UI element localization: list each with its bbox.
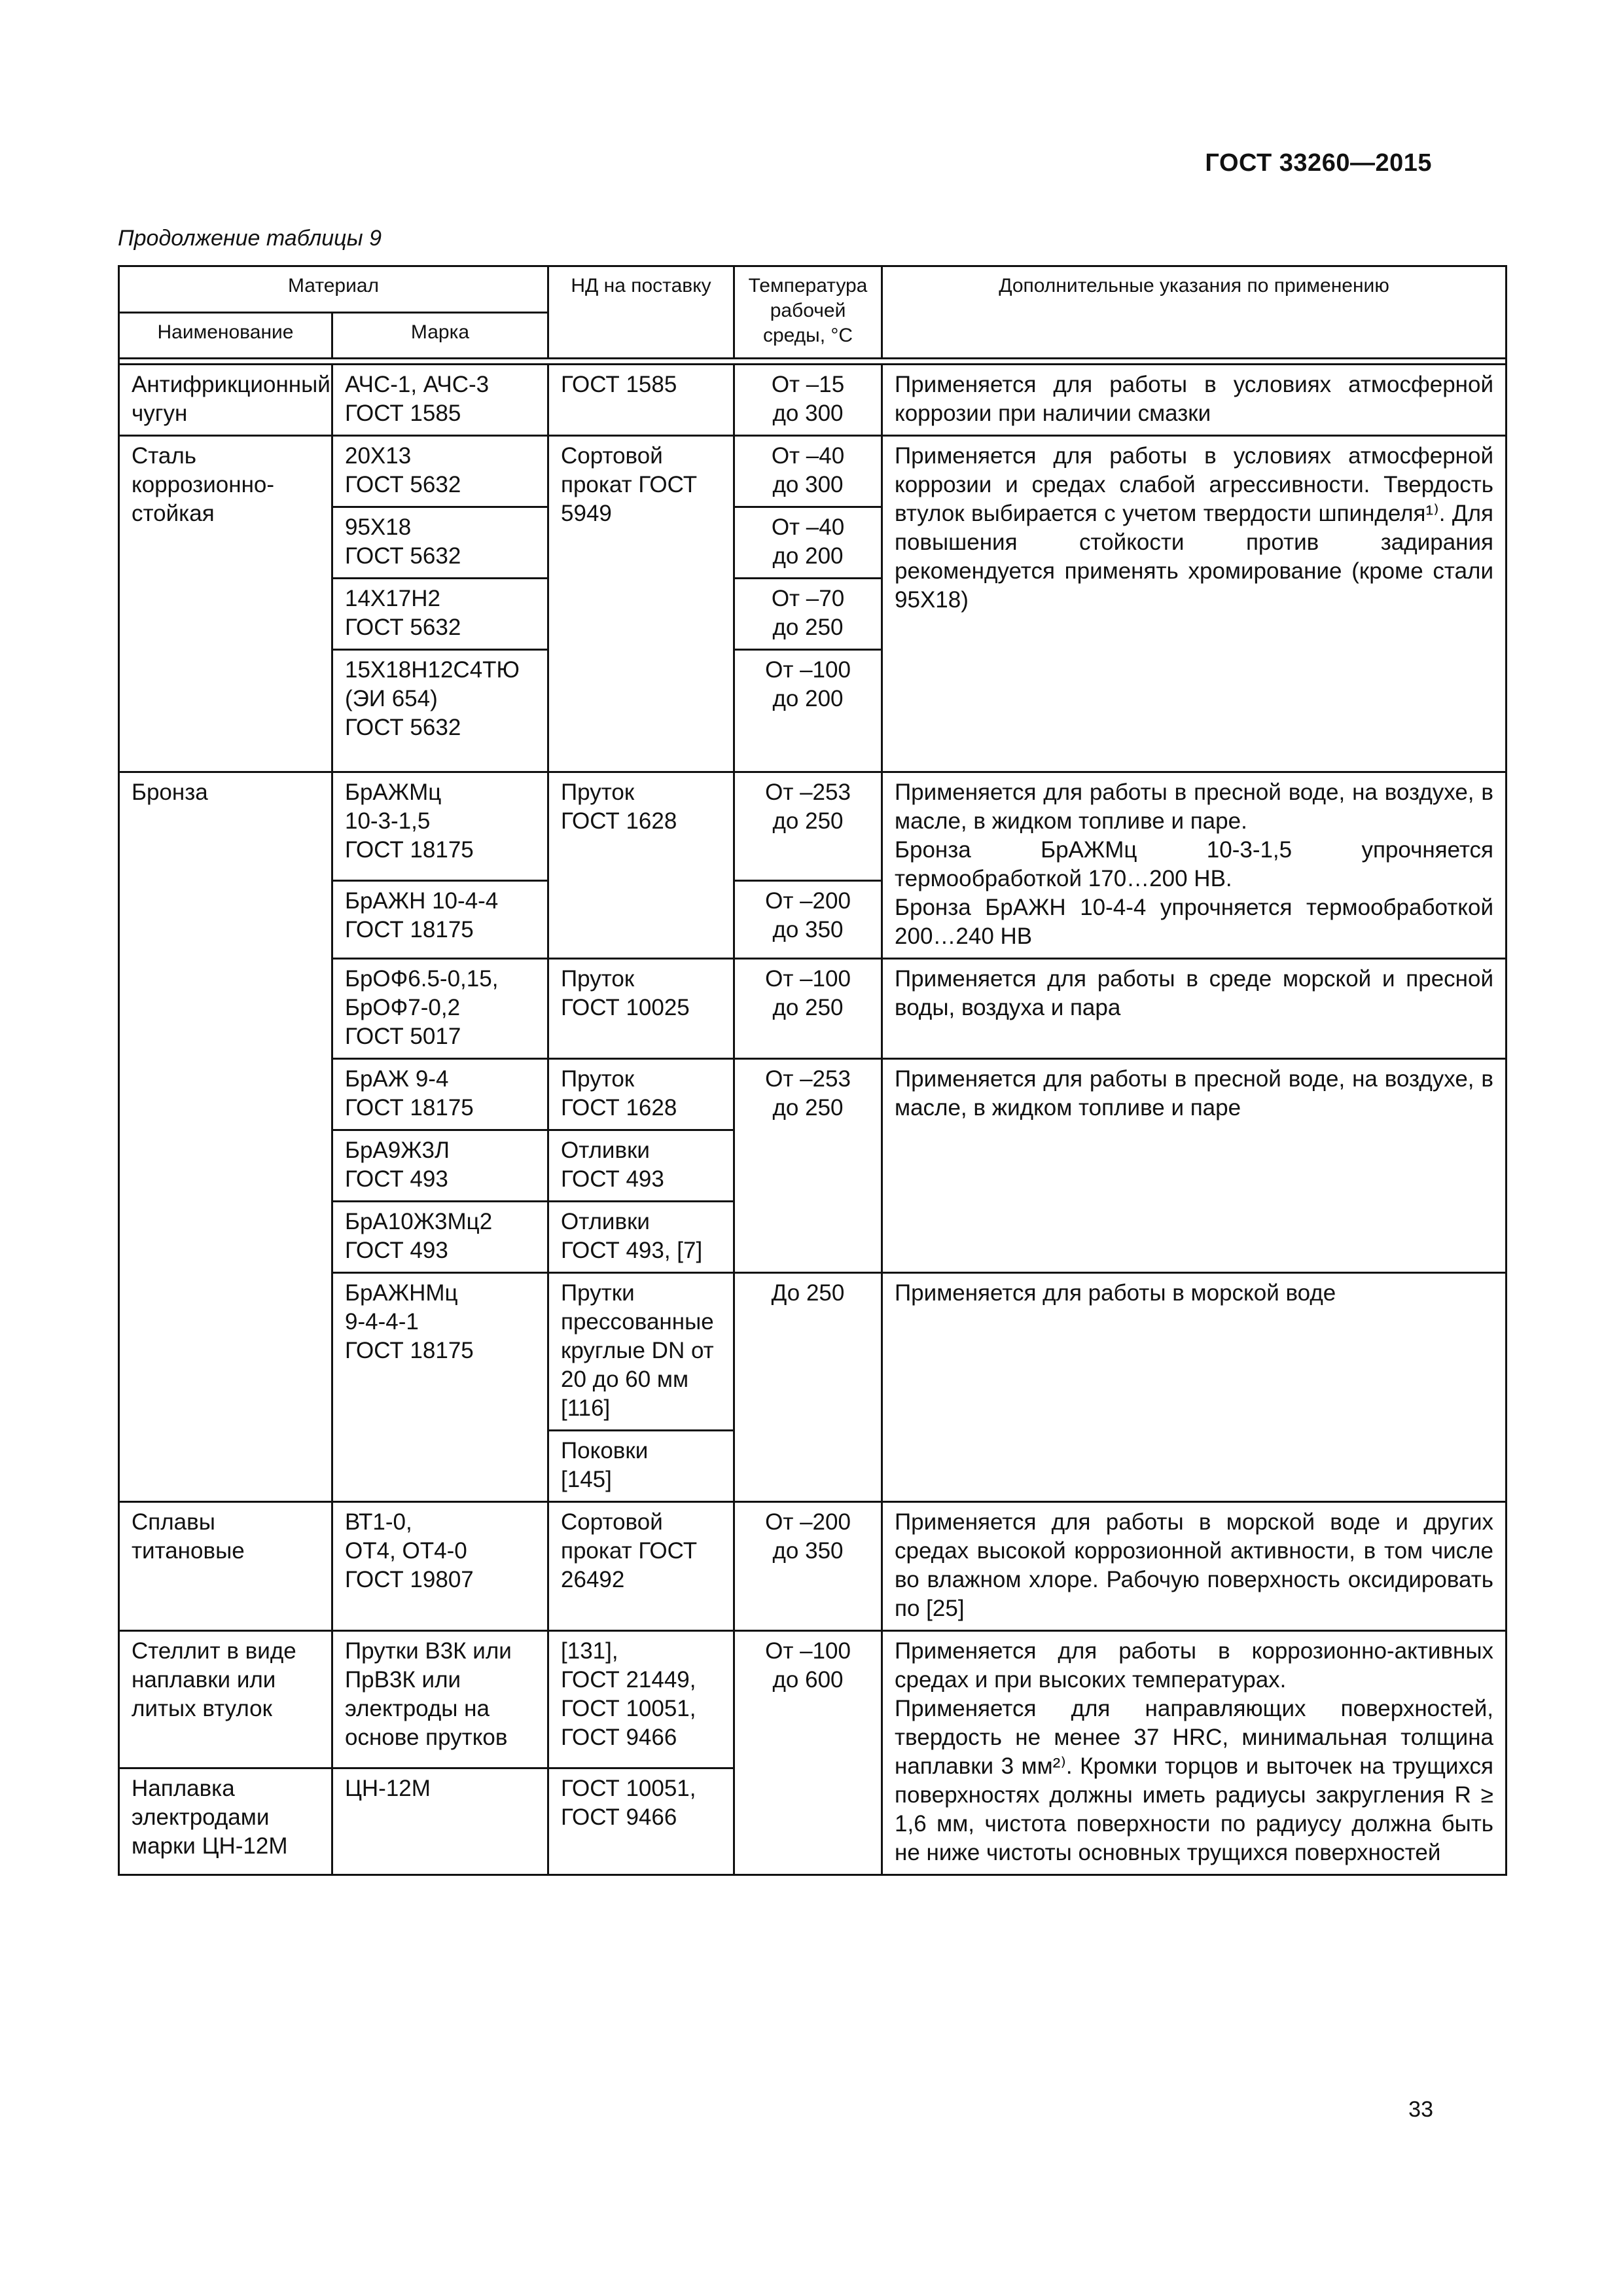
temp-cell: От –253 до 250 [734, 1059, 882, 1273]
temp-cell: От –70 до 250 [734, 579, 882, 650]
temp-cell: От –100 до 250 [734, 959, 882, 1059]
note-cell: Применяется для работы в пресной воде, на воздухе, в масле, в жидком топливе и паре. Бронза БрАЖМц 10-3-1,5 упрочняется термообработкой 170…200 НВ. Бронза БрАЖН 10-4-4 упрочняется термообработкой 200…240 НВ [882, 772, 1507, 959]
material-name: Стеллит в виде наплавки или литых втулок [119, 1631, 332, 1768]
nd-cell: Пруток ГОСТ 10025 [548, 959, 734, 1059]
note-cell: Применяется для работы в условиях атмосферной коррозии и средах слабой агрессивности. Твердость втулок выбирается с учетом твердости шпинделя¹⁾. Для повышения стойкости против задирания рекомендуется применять хромирование (кроме стали 95Х18) [882, 436, 1507, 772]
temp-cell: От –100 до 200 [734, 650, 882, 772]
material-name: Наплавка электродами марки ЦН-12М [119, 1768, 332, 1874]
temp-cell: От –40 до 300 [734, 436, 882, 507]
col-name: Наименование [119, 312, 332, 359]
table-row [119, 365, 1507, 436]
material-grade: БрАЖН 10-4-4 ГОСТ 18175 [332, 881, 548, 959]
nd-cell: Отливки ГОСТ 493, [7] [548, 1202, 734, 1273]
temp-cell: От –200 до 350 [734, 1502, 882, 1631]
temp-cell: От –100 до 600 [734, 1631, 882, 1875]
materials-table [118, 265, 1507, 1876]
material-grade: 15Х18Н12С4ТЮ (ЭИ 654) ГОСТ 5632 [332, 650, 548, 772]
nd-cell: Пруток ГОСТ 1628 [548, 772, 734, 959]
temp-cell: От –200 до 350 [734, 881, 882, 959]
nd-cell: Отливки ГОСТ 493 [548, 1130, 734, 1202]
material-grade: АЧС-1, АЧС-3 ГОСТ 1585 [332, 365, 548, 436]
temp-cell: От –253 до 250 [734, 772, 882, 881]
table-row [119, 1631, 1507, 1768]
table-row [119, 1502, 1507, 1631]
col-temp: Температура рабочей среды, °С [734, 266, 882, 359]
temp-cell: До 250 [734, 1273, 882, 1502]
table-row [119, 436, 1507, 507]
nd-cell: Прутки прессованные круглые DN от 20 до 60 мм [116] [548, 1273, 734, 1431]
note-cell: Применяется для работы в условиях атмосферной коррозии при наличии смазки [882, 365, 1507, 436]
material-grade: 14Х17Н2 ГОСТ 5632 [332, 579, 548, 650]
note-cell: Применяется для работы в пресной воде, на воздухе, в масле, в жидком топливе и паре [882, 1059, 1507, 1273]
header-separator [119, 359, 1507, 365]
table-continuation-caption: Продолжение таблицы 9 [118, 226, 382, 251]
material-grade: ВТ1-0, ОТ4, ОТ4-0 ГОСТ 19807 [332, 1502, 548, 1631]
page-number: 33 [1408, 2097, 1433, 2122]
note-cell: Применяется для работы в морской воде [882, 1273, 1507, 1502]
table-row [119, 772, 1507, 881]
temp-cell: От –40 до 200 [734, 507, 882, 579]
material-grade: Прутки В3К или ПрВ3К или электроды на основе прутков [332, 1631, 548, 1768]
material-name: Бронза [119, 772, 332, 1502]
temp-cell: От –15 до 300 [734, 365, 882, 436]
nd-cell: Поковки [145] [548, 1431, 734, 1502]
material-name: Сталь коррозионно-стойкая [119, 436, 332, 772]
material-grade: 20Х13 ГОСТ 5632 [332, 436, 548, 507]
header-row [119, 266, 1507, 313]
material-grade: БрАЖ 9-4 ГОСТ 18175 [332, 1059, 548, 1130]
material-grade: БрОФ6.5-0,15, БрОФ7-0,2 ГОСТ 5017 [332, 959, 548, 1059]
note-cell: Применяется для работы в коррозионно-активных средах и при высоких температурах. Применяется для направляющих поверхностей, твердость не менее 37 HRC, минимальная толщина наплавки 3 мм²⁾. Кромки торцов и выточек на трущихся поверхностях должны иметь радиусы закругления R ≥ 1,6 мм, чистота поверхности по радиусу должна быть не ниже чистоты основных трущихся поверхностей [882, 1631, 1507, 1875]
nd-cell: ГОСТ 1585 [548, 365, 734, 436]
material-grade: БрА9Ж3Л ГОСТ 493 [332, 1130, 548, 1202]
col-nd: НД на поставку [548, 266, 734, 359]
material-grade: 95Х18 ГОСТ 5632 [332, 507, 548, 579]
material-grade: БрАЖНМц 9-4-4-1 ГОСТ 18175 [332, 1273, 548, 1502]
material-grade: БрА10Ж3Мц2 ГОСТ 493 [332, 1202, 548, 1273]
nd-cell: Сортовой прокат ГОСТ 5949 [548, 436, 734, 772]
note-cell: Применяется для работы в морской воде и других средах высокой коррозионной активности, в том числе во влажном хлоре. Рабочую поверхность оксидировать по [25] [882, 1502, 1507, 1631]
col-grade: Марка [332, 312, 548, 359]
material-name: Сплавы титановые [119, 1502, 332, 1631]
material-grade: БрАЖМц 10-3-1,5 ГОСТ 18175 [332, 772, 548, 881]
col-notes: Дополнительные указания по применению [882, 266, 1507, 359]
nd-cell: Сортовой прокат ГОСТ 26492 [548, 1502, 734, 1631]
material-grade: ЦН-12М [332, 1768, 548, 1874]
nd-cell: [131], ГОСТ 21449, ГОСТ 10051, ГОСТ 9466 [548, 1631, 734, 1768]
note-cell: Применяется для работы в среде морской и пресной воды, воздуха и пара [882, 959, 1507, 1059]
col-material: Материал [119, 266, 548, 313]
nd-cell: ГОСТ 10051, ГОСТ 9466 [548, 1768, 734, 1874]
material-name: Антифрикционный чугун [119, 365, 332, 436]
document-code: ГОСТ 33260—2015 [1205, 149, 1432, 177]
nd-cell: Пруток ГОСТ 1628 [548, 1059, 734, 1130]
